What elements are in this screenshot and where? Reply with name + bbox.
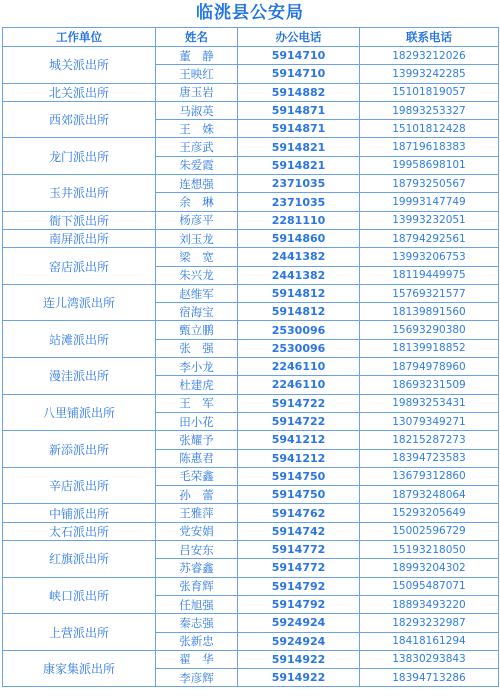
mobile-phone-cell: 18418161294 [360,632,499,650]
table-row [3,175,499,193]
name-cell: 翟 华 [156,650,238,668]
table-header-row [3,28,499,47]
table-row [3,83,499,101]
table-row [3,504,499,522]
mobile-phone-cell: 15002596729 [360,522,499,540]
office-phone-cell: 5914871 [238,101,360,119]
office-phone-cell: 5914722 [238,412,360,430]
unit-cell: 漫洼派出所 [3,358,156,395]
unit-cell: 城关派出所 [3,47,156,84]
table-row [3,467,499,485]
office-phone-cell: 5924924 [238,614,360,632]
table-body [3,47,499,687]
mobile-phone-cell: 19993147749 [360,193,499,211]
office-phone-cell: 5914742 [238,522,360,540]
office-phone-cell: 2530096 [238,339,360,357]
mobile-phone-cell: 18794978960 [360,358,499,376]
name-cell: 杨彦平 [156,211,238,229]
table-row [3,101,499,119]
unit-cell: 西郊派出所 [3,101,156,138]
office-phone-cell: 5914821 [238,138,360,156]
name-cell: 秦志强 [156,614,238,632]
mobile-phone-cell: 19893253431 [360,394,499,412]
mobile-phone-cell: 18119449975 [360,266,499,284]
name-cell: 朱兴龙 [156,266,238,284]
name-cell: 王雅萍 [156,504,238,522]
name-cell: 王 军 [156,394,238,412]
table-row [3,321,499,339]
table-row [3,431,499,449]
table-row [3,229,499,247]
mobile-phone-cell: 18215287273 [360,431,499,449]
office-phone-cell: 2371035 [238,193,360,211]
mobile-phone-cell: 15193218050 [360,541,499,559]
name-cell: 孙 蕾 [156,486,238,504]
office-phone-cell: 5914710 [238,65,360,83]
header-name: 姓名 [156,28,238,47]
mobile-phone-cell: 13679312860 [360,467,499,485]
name-cell: 张耀予 [156,431,238,449]
mobile-phone-cell: 13993242285 [360,65,499,83]
mobile-phone-cell: 15693290380 [360,321,499,339]
unit-cell: 窑店派出所 [3,248,156,285]
office-phone-cell: 5914871 [238,120,360,138]
table-row [3,614,499,632]
mobile-phone-cell: 13830293843 [360,650,499,668]
table-row [3,248,499,266]
name-cell: 李彦辉 [156,669,238,687]
table-row [3,47,499,65]
mobile-phone-cell: 18793248064 [360,486,499,504]
unit-cell: 南屏派出所 [3,229,156,247]
mobile-phone-cell: 13993206753 [360,248,499,266]
name-cell: 朱爱霞 [156,156,238,174]
table-row [3,358,499,376]
mobile-phone-cell: 15769321577 [360,284,499,302]
name-cell: 董 静 [156,47,238,65]
header-unit: 工作单位 [3,28,156,47]
unit-cell: 峡口派出所 [3,577,156,614]
office-phone-cell: 2441382 [238,266,360,284]
office-phone-cell: 5914710 [238,47,360,65]
office-phone-cell: 5914792 [238,577,360,595]
office-phone-cell: 5941212 [238,449,360,467]
name-cell: 田小花 [156,412,238,430]
unit-cell: 太石派出所 [3,522,156,540]
table-row [3,577,499,595]
unit-cell: 上营派出所 [3,614,156,651]
name-cell: 党安娟 [156,522,238,540]
name-cell: 吕安东 [156,541,238,559]
mobile-phone-cell: 18793250567 [360,175,499,193]
office-phone-cell: 5914812 [238,303,360,321]
mobile-phone-cell: 15095487071 [360,577,499,595]
name-cell: 王彦武 [156,138,238,156]
unit-cell: 衙下派出所 [3,211,156,229]
name-cell: 唐玉岩 [156,83,238,101]
table-row [3,211,499,229]
header-office-phone: 办公电话 [238,28,360,47]
unit-cell: 康家集派出所 [3,650,156,687]
office-phone-cell: 5924924 [238,632,360,650]
office-phone-cell: 5914792 [238,595,360,613]
name-cell: 苏睿鑫 [156,559,238,577]
office-phone-cell: 5914922 [238,669,360,687]
office-phone-cell: 5914750 [238,486,360,504]
table-row [3,394,499,412]
mobile-phone-cell: 15101819057 [360,83,499,101]
office-phone-cell: 5914860 [238,229,360,247]
contact-table [2,27,499,687]
unit-cell: 龙门派出所 [3,138,156,175]
office-phone-cell: 2281110 [238,211,360,229]
mobile-phone-cell: 18794292561 [360,229,499,247]
office-phone-cell: 2530096 [238,321,360,339]
mobile-phone-cell: 18394713286 [360,669,499,687]
mobile-phone-cell: 15293205649 [360,504,499,522]
table-row [3,522,499,540]
unit-cell: 八里铺派出所 [3,394,156,431]
name-cell: 毛荣鑫 [156,467,238,485]
office-phone-cell: 5914922 [238,650,360,668]
office-phone-cell: 5914821 [238,156,360,174]
name-cell: 余 琳 [156,193,238,211]
name-cell: 张 强 [156,339,238,357]
name-cell: 马淑英 [156,101,238,119]
name-cell: 梁 宽 [156,248,238,266]
office-phone-cell: 2371035 [238,175,360,193]
name-cell: 赵维军 [156,284,238,302]
unit-cell: 北关派出所 [3,83,156,101]
office-phone-cell: 5941212 [238,431,360,449]
office-phone-cell: 5914722 [238,394,360,412]
mobile-phone-cell: 18394723583 [360,449,499,467]
office-phone-cell: 5914772 [238,541,360,559]
name-cell: 宿海宝 [156,303,238,321]
mobile-phone-cell: 18139891560 [360,303,499,321]
mobile-phone-cell: 18693231509 [360,376,499,394]
name-cell: 李小龙 [156,358,238,376]
mobile-phone-cell: 18293232987 [360,614,499,632]
name-cell: 刘玉龙 [156,229,238,247]
unit-cell: 玉井派出所 [3,175,156,212]
office-phone-cell: 5914882 [238,83,360,101]
mobile-phone-cell: 18293212026 [360,47,499,65]
office-phone-cell: 2246110 [238,358,360,376]
unit-cell: 站滩派出所 [3,321,156,358]
header-mobile-phone: 联系电话 [360,28,499,47]
unit-cell: 连儿湾派出所 [3,284,156,321]
table-row [3,138,499,156]
office-phone-cell: 5914762 [238,504,360,522]
mobile-phone-cell: 19958698101 [360,156,499,174]
name-cell: 任旭强 [156,595,238,613]
mobile-phone-cell: 19893253327 [360,101,499,119]
unit-cell: 辛店派出所 [3,467,156,504]
name-cell: 杜建虎 [156,376,238,394]
office-phone-cell: 5914750 [238,467,360,485]
name-cell: 王映红 [156,65,238,83]
name-cell: 王 姝 [156,120,238,138]
unit-cell: 红旗派出所 [3,541,156,578]
name-cell: 连想强 [156,175,238,193]
name-cell: 张新忠 [156,632,238,650]
table-row [3,541,499,559]
table-row [3,650,499,668]
office-phone-cell: 5914772 [238,559,360,577]
mobile-phone-cell: 15101812428 [360,120,499,138]
page-title: 临洮县公安局 [196,3,304,23]
mobile-phone-cell: 18993204302 [360,559,499,577]
office-phone-cell: 5914812 [238,284,360,302]
office-phone-cell: 2441382 [238,248,360,266]
mobile-phone-cell: 18139918852 [360,339,499,357]
mobile-phone-cell: 13993232051 [360,211,499,229]
unit-cell: 中铺派出所 [3,504,156,522]
mobile-phone-cell: 13079349271 [360,412,499,430]
mobile-phone-cell: 18893493220 [360,595,499,613]
name-cell: 陈惠君 [156,449,238,467]
table-row [3,284,499,302]
office-phone-cell: 2246110 [238,376,360,394]
unit-cell: 新添派出所 [3,431,156,468]
mobile-phone-cell: 18719618383 [360,138,499,156]
name-cell: 张育辉 [156,577,238,595]
name-cell: 甄立鹏 [156,321,238,339]
